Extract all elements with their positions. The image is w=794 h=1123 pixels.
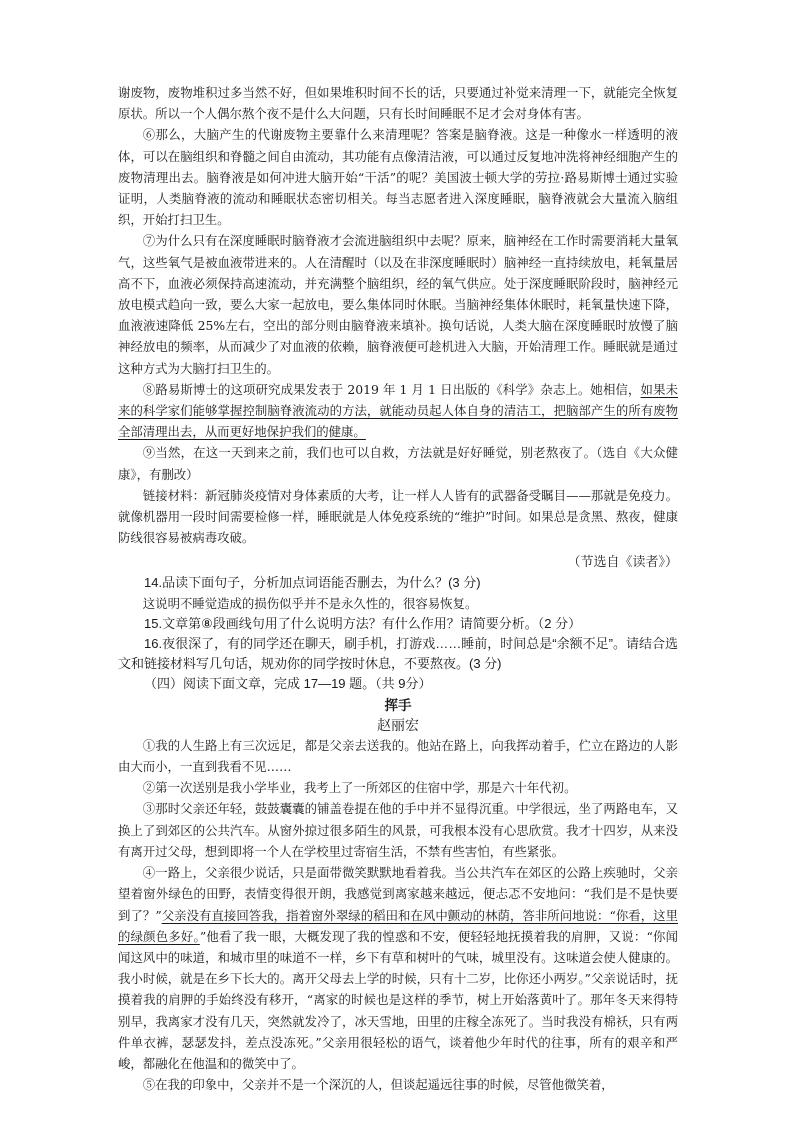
article-paragraph-3: ③那时父亲还年轻，鼓鼓囊囊的铺盖卷提在他的手中并不显得沉重。中学很远，坐了两路电车，又换上了到郊区的公共汽车。从窗外掠过很多陌生的风景，可我根本没有心思欣赏。我才十四岁，从来没有离开过父母，想到即将一个人在学校里过寄宿生活，不禁有些害怕，有些紧张。 (118, 801, 678, 859)
article-title: 挥手 (384, 697, 412, 713)
paragraph-8 (118, 379, 678, 443)
question-14-sentence: 这说明不睡觉造成的损伤似乎并不是永久性的，很容易恢复。 (142, 595, 478, 611)
question-15: 15.文章第⑧段画线句用了什么说明方法？有什么作用？请简要分析。（2 分） (144, 615, 582, 631)
article-paragraph-5: ⑤在我的印象中，父亲并不是一个深沉的人，但谈起遥远往事的时候，尽管他微笑着， (142, 1077, 614, 1093)
paragraph-9: ⑨当然，在这一天到来之前，我们也可以自救，方法就是好好睡觉，别老熬夜了。（选自《大众健康》，有删改） (118, 445, 678, 482)
article-author: 赵丽宏 (377, 716, 419, 733)
paragraph-continued: 谢废物，废物堆积过多当然不好，但如果堆积时间不长的话，只要通过补觉来清理一下，就能完全恢复原状。所以一个人偶尔熬个夜不是什么大问题，只有长时间睡眠不足才会对身体有害。 (118, 85, 678, 122)
source-note: （节选自《读者》） (567, 554, 678, 570)
underlined-sentence: 如果未来的科学家们能够掌握控制脑脊液流动的方法，就能动员起人体自身的清洁工，把脑部产生的所有废物全部清理出去，从而更好地保护我们的健康。 (118, 381, 678, 440)
article-paragraph-4-rest: ”他看了我一眼，大概发现了我的惶惑和不安，便轻轻地抚摸着我的肩胛，又说：“你闻闻这风中的味道，和城市里的味道不一样，乡下有草和树叶的气味，城里没有。这味道会使人健康的。我小时候，就是在乡下长大的。离开父母去上学的时候，只有十二岁，比你还小两岁。”父亲说话时，抚摸着我的肩胛的手始终没有移开，“离家的时候也是这样的季节，树上开始落黄叶了。那年冬天来得特别早，我离家才没有几天，突然就发冷了，冰天雪地，田里的庄稼全冻死了。当时我没有棉袄，只有两件单衣裤，瑟瑟发抖，差点没冻死。”父亲用很轻松的语气，谈着他少年时代的往事，所有的艰辛和严峻，都融化在他温和的微笑中了。 (118, 928, 678, 1071)
article-paragraph-2: ②第一次送别是我小学毕业，我考上了一所郊区的住宿中学，那是六十年代初。 (142, 780, 577, 796)
section-4-heading: （四）阅读下面文章，完成 17—19 题。（共 9分） (144, 675, 432, 691)
document-page (118, 82, 678, 1095)
question-14: 14.品读下面句子，分析加点词语能否删去，为什么？(3 分) (144, 574, 481, 590)
question-16: 16.夜很深了，有的同学还在聊天，刷手机，打游戏……睡前，时间总是“余额不足”。请结合选文和链接材料写几句话，规劝你的同学按时休息，不要熬夜。(3 分) (118, 635, 678, 671)
link-material: 链接材料：新冠肺炎疫情对身体素质的大考，让一样人人皆有的武器备受瞩目——那就是免疫力。就像机器用一段时间需要检修一样，睡眠就是人体免疫系统的“维护”时间。如果总是贪黑、熬夜，健康防线很容易被病毒攻破。 (118, 487, 678, 546)
article-paragraph-4 (118, 862, 678, 1074)
paragraph-8-text: ⑧路易斯博士的这项研究成果发表于 2019 年 1 月 1 日出版的《科学》杂志上。她相信， (142, 381, 641, 397)
article-paragraph-1: ①我的人生路上有三次远足，都是父亲去送我的。他站在路上，向我挥动着手，伫立在路边的人影由大而小，一直到我看不见…… (118, 737, 678, 775)
paragraph-6: ⑥那么，大脑产生的代谢废物主要靠什么来清理呢？答案是脑脊液。这是一种像水一样透明的液体，可以在脑组织和脊髓之间自由流动，其功能有点像清洁液，可以通过反复地冲洗将神经细胞产生的废物清理出去。脑脊液是如何冲进大脑开始“干活”的呢？美国波士顿大学的劳拉·路易斯博士通过实验证明，人类脑脊液的流动和睡眠状态密切相关。每当志愿者进入深度睡眠，脑脊液就会大量流入脑组织，开始打扫卫生。 (118, 127, 678, 228)
underlined-sentence-article: 父亲没有直接回答我，指着窗外翠绿的稻田和在风中颤动的林荫，答非所问地说：“你看，这里的绿颜色多好。 (118, 907, 678, 944)
article-paragraph-4-text: ④一路上，父亲很少说话，只是面带微笑默默地看着我。当公共汽车在郊区的公路上疾驰时，父亲望着窗外绿色的田野，表情变得很开朗，我感觉到离家越来越远，便忐忑不安地问：“我们是不是快要到了？” (118, 865, 678, 923)
paragraph-7: ⑦为什么只有在深度睡眠时脑脊液才会流进脑组织中去呢？原来，脑神经在工作时需要消耗大量氧气，这些氧气是被血液带进来的。人在清醒时（以及在非深度睡眠时）脑神经一直持续放电，耗氧量居高不下，血液必须保持高速流动，并充满整个脑组织，经的氧气供应。处于深度睡眠阶段时，脑神经元放电模式趋向一致，要么大家一起放电，要么集体同时休眠。当脑神经集体休眠时，耗氧量快速下降，血液液速降低 25%左右，空出的部分则由脑脊液来填补。换句话说，人类大脑在深度睡眠时放慢了脑神经放电的频率，从而减少了对血液的依赖，脑脊液便可趁机进入大脑，开始清理工作。睡眠就是通过这种方式为大脑打扫卫生的。 (118, 233, 678, 376)
